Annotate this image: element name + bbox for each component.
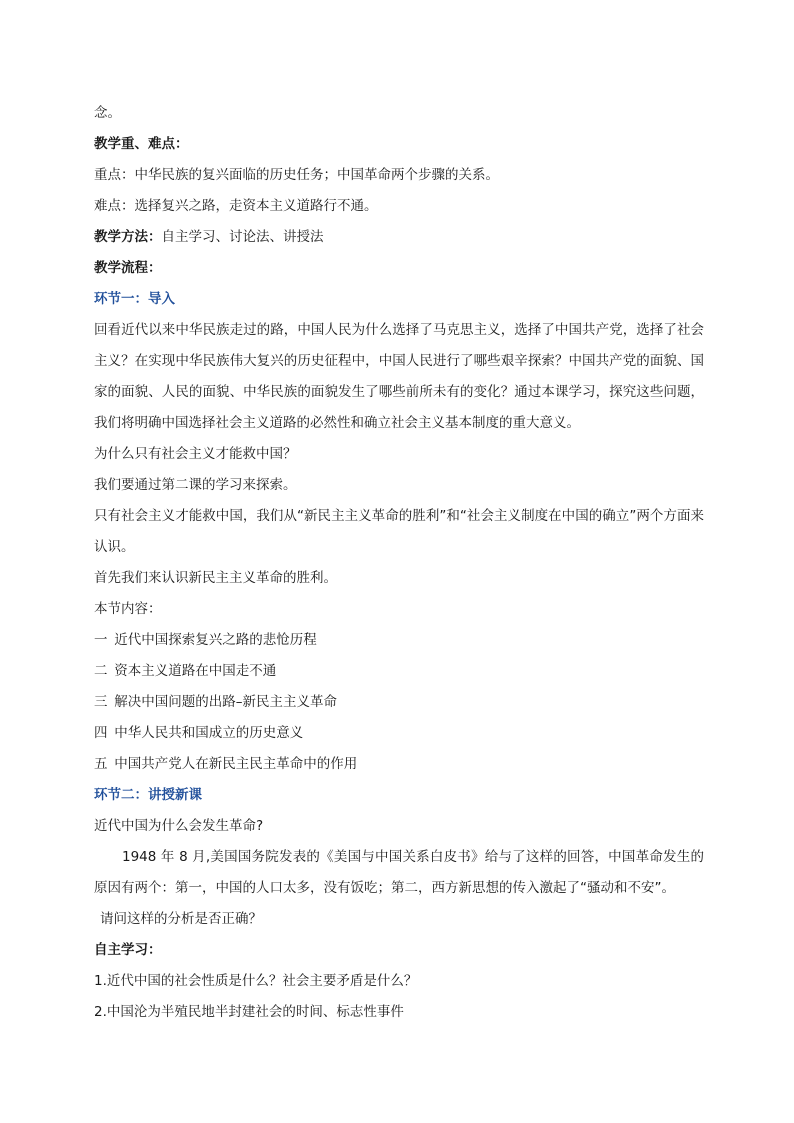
first-aspect-line: 首先我们来认识新民主主义革命的胜利。 <box>94 570 337 586</box>
two-aspects-paragraph: 只有社会主义才能救中国，我们从“新民主主义革命的胜利”和“社会主义制度在中国的确立”两个方面来认识。 <box>94 508 704 555</box>
content-item-text: 中国共产党人在新民主民主革命中的作用 <box>114 756 358 772</box>
content-item-number: 三 <box>94 694 108 710</box>
self-study-question-1: 1.近代中国的社会性质是什么？社会主要矛盾是什么？ <box>94 973 418 989</box>
self-study-heading: 自主学习： <box>94 942 162 958</box>
content-item-text: 解决中国问题的出路–新民主主义革命 <box>114 694 338 710</box>
key-point: 重点：中华民族的复兴面临的历史任务；中国革命两个步骤的关系。 <box>94 167 499 183</box>
intro-paragraph: 回看近代以来中华民族走过的路，中国人民为什么选择了马克思主义，选择了中国共产党，选择了社会主义？在实现中华民族伟大复兴的历史征程中，中国人民进行了哪些艰辛探索？中国共产党的面貌、国家的面貌、人民的面貌、中华民族的面貌发生了哪些前所未有的变化？通过本课学习，探究这些问题，我们将明确中国选择社会主义道路的必然性和确立社会主义基本制度的重大意义。 <box>94 322 704 431</box>
content-label: 本节内容： <box>94 601 162 617</box>
content-item-text: 中华人民共和国成立的历史意义 <box>114 725 304 741</box>
content-item-number: 二 <box>94 663 108 679</box>
ask-correct-line: 请问这样的分析是否正确？ <box>100 911 262 927</box>
process-heading: 教学流程： <box>94 260 162 276</box>
key-points-heading: 教学重、难点： <box>94 136 189 152</box>
text-line: 念。 <box>94 105 121 121</box>
content-item <box>94 749 704 780</box>
self-study-question-2: 2.中国沦为半殖民地半封建社会的时间、标志性事件 <box>94 1004 404 1020</box>
content-item <box>94 687 704 718</box>
content-item <box>94 625 704 656</box>
document-body <box>94 98 704 1028</box>
method-text: 自主学习、讨论法、讲授法 <box>161 229 324 245</box>
question-why-socialism: 为什么只有社会主义才能救中国？ <box>94 446 297 462</box>
white-paper-paragraph: 1948 年 8 月,美国国务院发表的《美国与中国关系白皮书》给与了这样的回答，中国革命发生的原因有两个：第一，中国的人口太多，没有饭吃；第二，西方新思想的传入激起了“骚动和不安”。 <box>94 849 704 896</box>
difficult-point: 难点：选择复兴之路，走资本主义道路行不通。 <box>94 198 378 214</box>
content-item-text: 资本主义道路在中国走不通 <box>114 663 277 679</box>
explore-line: 我们要通过第二课的学习来探索。 <box>94 477 297 493</box>
content-item <box>94 718 704 749</box>
content-item-number: 四 <box>94 725 108 741</box>
teaching-method <box>94 222 704 253</box>
content-item <box>94 656 704 687</box>
section1-heading: 环节一：导入 <box>94 291 175 307</box>
content-item-number: 五 <box>94 756 108 772</box>
method-label: 教学方法： <box>94 229 162 245</box>
question-revolution: 近代中国为什么会发生革命? <box>94 818 264 834</box>
section2-heading: 环节二：讲授新课 <box>94 787 202 803</box>
content-item-text: 近代中国探索复兴之路的悲怆历程 <box>114 632 317 648</box>
content-item-number: 一 <box>94 632 108 648</box>
